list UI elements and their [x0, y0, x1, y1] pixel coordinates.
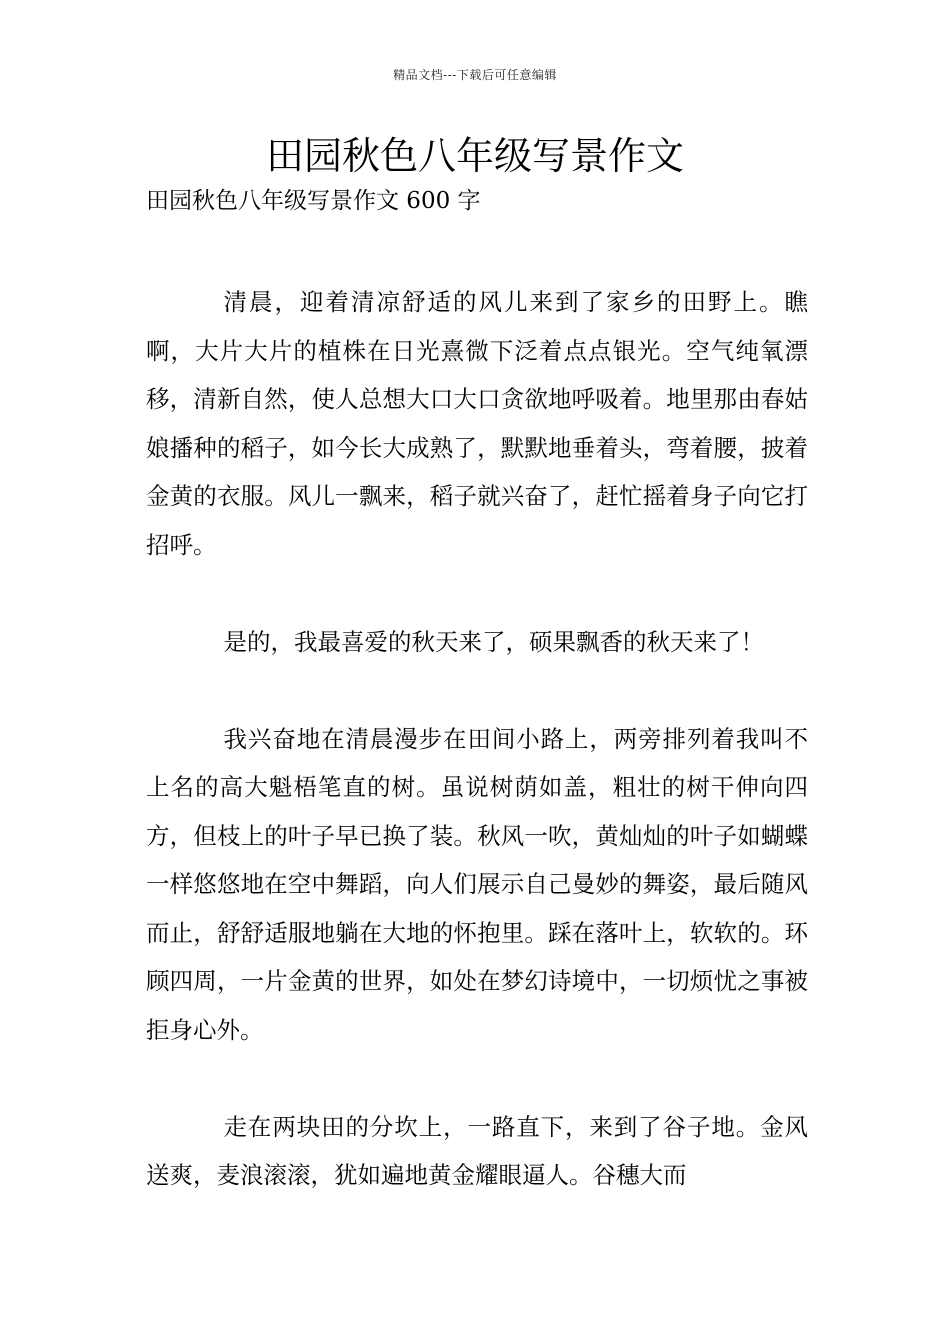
document-title: 田园秋色八年级写景作文 [265, 134, 684, 178]
document-subtitle: 田园秋色八年级写景作文 600 字 [146, 188, 481, 214]
paragraph: 是的，我最喜爱的秋天来了，硕果飘香的秋天来了！ [223, 627, 765, 656]
paragraph: 我兴奋地在清晨漫步在田间小路上，两旁排列着我叫不上名的高大魁梧笔直的树。虽说树荫如盖，粗壮的树干伸向四方，但枝上的叶子早已换了装。秋风一吹，黄灿灿的叶子如蝴蝶一样悠悠地在空中舞蹈，向人们展示自己曼妙的舞姿，最后随风而止，舒舒适服地躺在大地的怀抱里。踩在落叶上，软软的。环顾四周，一片金黄的世界，如处在梦幻诗境中，一切烦忧之事被拒身心外。 [146, 724, 808, 1044]
page-header-note: 精品文档---下载后可任意编辑 [393, 68, 557, 82]
paragraph: 走在两块田的分坎上，一路直下，来到了谷子地。金风送爽，麦浪滚滚，犹如遍地黄金耀眼逼人。谷穗大而 [146, 1112, 808, 1189]
article-body [146, 278, 808, 1248]
paragraph: 清晨，迎着清凉舒适的风儿来到了家乡的田野上。瞧啊，大片大片的植株在日光熹微下泛着点点银光。空气纯氧漂移，清新自然，使人总想大口大口贪欲地呼吸着。地里那由春姑娘播种的稻子，如今长大成熟了，默默地垂着头，弯着腰，披着金黄的衣服。风儿一飘来，稻子就兴奋了，赶忙摇着身子向它打招呼。 [146, 288, 808, 559]
